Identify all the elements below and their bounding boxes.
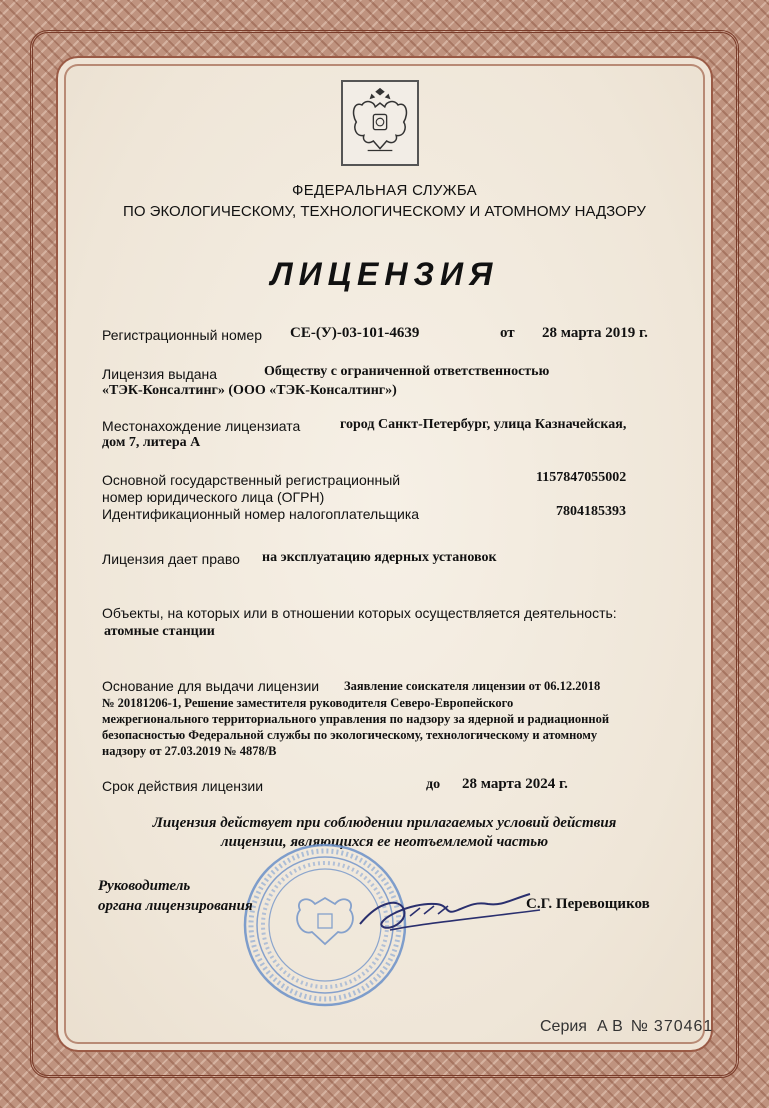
agency-name-line2: ПО ЭКОЛОГИЧЕСКОМУ, ТЕХНОЛОГИЧЕСКОМУ И АТОМНОМУ НАДЗОРУ [123,203,646,220]
signatory-name: С.Г. Перевощиков [526,896,650,912]
registration-from: от [500,325,515,341]
series-number-block [540,1018,713,1036]
ogrn-value: 1157847055002 [536,470,627,485]
ogrn-label-line1: Основной государственный регистрационный [102,472,401,488]
location-value-line1: город Санкт-Петербург, улица Казначейская, [340,417,627,432]
inn-label: Идентификационный номер налогоплательщика [102,506,420,522]
objects-value: атомные станции [104,624,215,639]
validity-until: до [426,777,441,792]
notice-line2: лицензии, являющихся ее неотъемлемой частью [220,834,549,850]
agency-name-line1: ФЕДЕРАЛЬНАЯ СЛУЖБА [292,182,477,199]
notice-line1: Лицензия действует при соблюдении прилагаемых условий действия [152,815,617,831]
basis-line2: № 20181206-1, Решение заместителя руководителя Северо-Европейского [102,696,514,710]
signature-icon [340,880,550,950]
inn-value: 7804185393 [556,504,626,519]
basis-line5: надзору от 27.03.2019 № 4878/В [102,744,277,758]
series-label: Серия [540,1018,587,1035]
basis-line1: Заявление соискателя лицензии от 06.12.2018 [344,679,601,693]
registration-date: 28 марта 2019 г. [542,325,648,341]
location-value-line2: дом 7, литера А [102,435,201,450]
signatory-title-line2: органа лицензирования [98,898,253,914]
series-no-sign: № [630,1018,648,1035]
series-number: 370461 [653,1018,714,1035]
objects-label: Объекты, на которых или в отношении которых осуществляется деятельность: [102,605,617,621]
basis-line3: межрегионального территориального управления по надзору за ядерной и радиационной [102,712,610,726]
registration-label: Регистрационный номер [102,327,262,343]
issued-to-label: Лицензия выдана [102,366,218,382]
validity-date: 28 марта 2024 г. [462,776,568,792]
coat-of-arms-icon [341,80,419,166]
basis-label: Основание для выдачи лицензии [102,678,320,694]
ogrn-label-line2: номер юридического лица (ОГРН) [102,489,325,505]
issued-to-value-line1: Обществу с ограниченной ответственностью [264,364,550,379]
location-label: Местонахождение лицензиата [102,418,301,434]
right-label: Лицензия дает право [102,551,240,567]
right-value: на эксплуатацию ядерных установок [262,550,497,565]
basis-line4: безопасностью Федеральной службы по экологическому, технологическому и атомному [102,728,598,742]
issued-to-value-line2: «ТЭК-Консалтинг» (ООО «ТЭК-Консалтинг») [102,383,397,398]
series-letters: А В [596,1018,623,1035]
validity-label: Срок действия лицензии [102,778,264,794]
signatory-title-line1: Руководитель [98,878,191,894]
registration-number: СЕ-(У)-03-101-4639 [290,325,420,341]
document-title: ЛИЦЕНЗИЯ [270,256,499,292]
